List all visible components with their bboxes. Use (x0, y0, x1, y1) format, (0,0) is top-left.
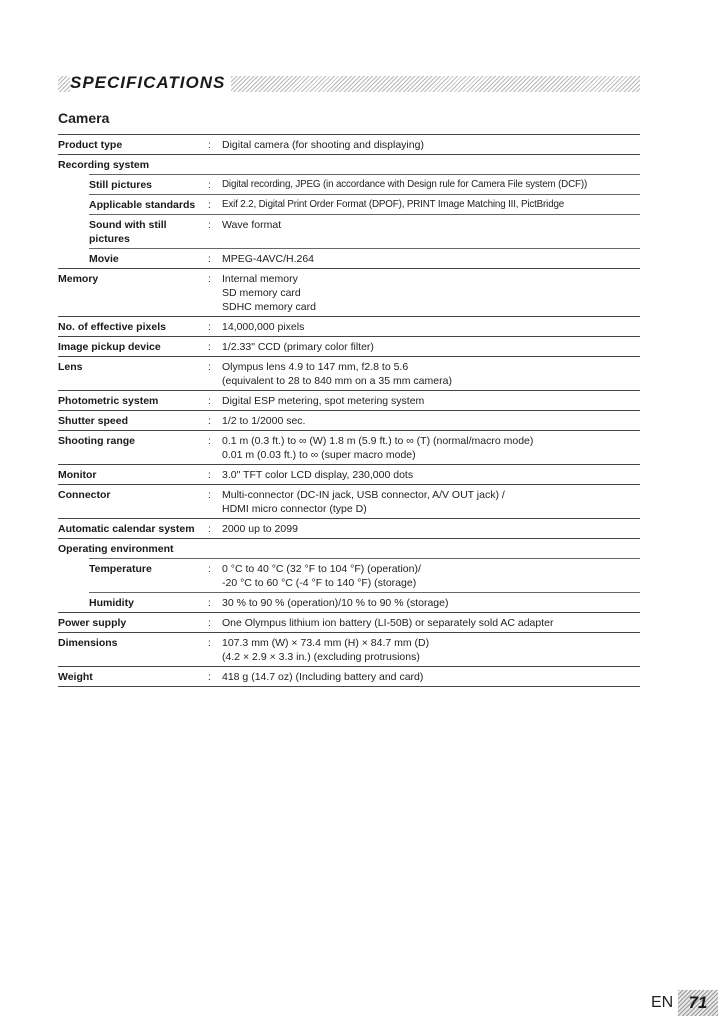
spec-label: Lens (58, 361, 83, 373)
spec-row (58, 390, 640, 410)
spec-value-line: Digital ESP metering, spot metering system (222, 395, 425, 407)
spec-label: Sound with still pictures (89, 219, 167, 245)
spec-value (222, 636, 640, 664)
spec-value-line: Wave format (222, 219, 282, 231)
spec-value-line: 1/2.33" CCD (primary color filter) (222, 341, 374, 353)
spec-value-line: Digital recording, JPEG (in accordance with Design rule for Camera File system (DCF)) (222, 179, 588, 190)
separator-colon: : (208, 253, 211, 265)
spec-label: Image pickup device (58, 341, 161, 353)
spec-label: Operating environment (58, 543, 174, 555)
spec-row (58, 464, 640, 484)
spec-value (222, 218, 640, 246)
spec-value (222, 360, 640, 388)
separator-colon: : (208, 395, 211, 407)
spec-label: Recording system (58, 159, 150, 171)
spec-label: Humidity (89, 597, 134, 609)
spec-value-line: 3.0" TFT color LCD display, 230,000 dots (222, 469, 414, 481)
spec-value (222, 562, 640, 590)
spec-value (222, 198, 640, 212)
spec-value-line: HDMI micro connector (type D) (222, 503, 367, 515)
spec-label: Applicable standards (89, 199, 196, 211)
separator-colon: : (208, 219, 211, 231)
spec-row (89, 174, 640, 194)
spec-value-line: -20 °C to 60 °C (-4 °F to 140 °F) (storage) (222, 577, 417, 589)
spec-label: Power supply (58, 617, 127, 629)
spec-row (89, 194, 640, 214)
spec-row (58, 134, 640, 154)
spec-row (89, 558, 640, 592)
separator-colon: : (208, 179, 211, 191)
spec-label: Automatic calendar system (58, 523, 195, 535)
spec-value (222, 488, 640, 516)
separator-colon: : (208, 341, 211, 353)
spec-row (58, 632, 640, 666)
spec-label: Still pictures (89, 179, 153, 191)
spec-value (222, 596, 640, 610)
spec-value (222, 272, 640, 314)
spec-label: Movie (89, 253, 119, 265)
spec-row (58, 484, 640, 518)
separator-colon: : (208, 523, 211, 535)
spec-value-line: Multi-connector (DC-IN jack, USB connector, A/V OUT jack) / (222, 489, 505, 501)
spec-value-line: 418 g (14.7 oz) (Including battery and card) (222, 671, 424, 683)
spec-value-line: 107.3 mm (W) × 73.4 mm (H) × 84.7 mm (D) (222, 637, 430, 649)
separator-colon: : (208, 671, 211, 683)
separator-colon: : (208, 199, 211, 211)
spec-label: Product type (58, 139, 123, 151)
spec-value (222, 320, 640, 334)
spec-value-line: 1/2 to 1/2000 sec. (222, 415, 306, 427)
spec-row (58, 666, 640, 687)
spec-value (222, 414, 640, 428)
spec-value (222, 434, 640, 462)
spec-label: Dimensions (58, 637, 118, 649)
spec-value (222, 394, 640, 408)
page-title: SPECIFICATIONS (70, 73, 231, 93)
spec-value-line: 0.01 m (0.03 ft.) to ∞ (super macro mode) (222, 449, 416, 461)
separator-colon: : (208, 139, 211, 151)
spec-row (89, 214, 640, 248)
spec-label: Weight (58, 671, 93, 683)
spec-value (222, 616, 640, 630)
spec-row (58, 612, 640, 632)
spec-value-line: One Olympus lithium ion battery (LI-50B) or separately sold AC adapter (222, 617, 554, 629)
spec-value-line: 30 % to 90 % (operation)/10 % to 90 % (storage) (222, 597, 449, 609)
spec-label: Shooting range (58, 435, 135, 447)
spec-value (222, 670, 640, 684)
spec-row (58, 430, 640, 464)
separator-colon: : (208, 273, 211, 285)
spec-row (58, 154, 640, 174)
spec-value-line: (equivalent to 28 to 840 mm on a 35 mm camera) (222, 375, 452, 387)
spec-value (222, 252, 640, 266)
spec-label: Photometric system (58, 395, 159, 407)
section-heading: Camera (58, 110, 110, 126)
spec-value-line: SDHC memory card (222, 301, 316, 313)
spec-row (89, 248, 640, 268)
spec-value-line: Exif 2.2, Digital Print Order Format (DPOF), PRINT Image Matching III, PictBridge (222, 199, 565, 210)
spec-label: Temperature (89, 563, 152, 575)
spec-row (58, 356, 640, 390)
spec-value-line: 2000 up to 2099 (222, 523, 298, 535)
separator-colon: : (208, 469, 211, 481)
separator-colon: : (208, 489, 211, 501)
separator-colon: : (208, 563, 211, 575)
spec-row (58, 538, 640, 558)
spec-value-line: Internal memory (222, 273, 298, 285)
language-label: EN (651, 994, 674, 1011)
separator-colon: : (208, 597, 211, 609)
separator-colon: : (208, 361, 211, 373)
spec-row (58, 336, 640, 356)
spec-row (58, 268, 640, 316)
spec-value (222, 178, 640, 192)
spec-value-line: 0 °C to 40 °C (32 °F to 104 °F) (operation)/ (222, 563, 421, 575)
spec-value (222, 468, 640, 482)
spec-value (222, 138, 640, 152)
spec-row (89, 592, 640, 612)
spec-row (58, 518, 640, 538)
spec-value (222, 522, 640, 536)
spec-value-line: 14,000,000 pixels (222, 321, 305, 333)
separator-colon: : (208, 321, 211, 333)
spec-label: No. of effective pixels (58, 321, 166, 333)
spec-row (58, 410, 640, 430)
separator-colon: : (208, 435, 211, 447)
separator-colon: : (208, 637, 211, 649)
spec-value-line: MPEG-4AVC/H.264 (222, 253, 315, 265)
spec-value-line: SD memory card (222, 287, 301, 299)
spec-label: Connector (58, 489, 111, 501)
spec-label: Monitor (58, 469, 97, 481)
spec-value (222, 340, 640, 354)
spec-value-line: Olympus lens 4.9 to 147 mm, f2.8 to 5.6 (222, 361, 409, 373)
spec-value-line: (4.2 × 2.9 × 3.3 in.) (excluding protrusions) (222, 651, 420, 663)
spec-value-line: Digital camera (for shooting and displaying) (222, 139, 424, 151)
spec-row (58, 316, 640, 336)
spec-label: Memory (58, 273, 99, 285)
separator-colon: : (208, 617, 211, 629)
spec-value-line: 0.1 m (0.3 ft.) to ∞ (W) 1.8 m (5.9 ft.) to ∞ (T) (normal/macro mode) (222, 435, 534, 447)
separator-colon: : (208, 415, 211, 427)
page-number: 71 (678, 990, 718, 1016)
spec-table (58, 134, 640, 687)
spec-label: Shutter speed (58, 415, 129, 427)
